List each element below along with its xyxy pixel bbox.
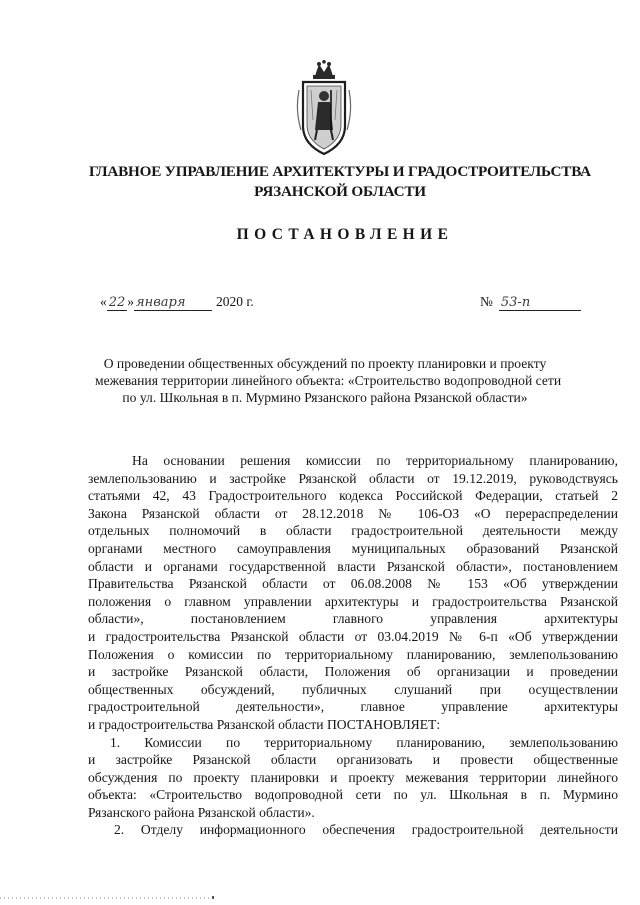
body-line: Положения о комиссии по территориальному планированию, землепользованию (88, 646, 618, 662)
document-subject (95, 355, 562, 406)
body-line: На основании решения комиссии по территориальному планированию, (132, 453, 618, 468)
number-label: № (480, 294, 493, 309)
body-line: объекта: «Строительство водопроводной сети по ул. Школьная в п. Мурмино (88, 787, 618, 803)
subject-line: О проведении общественных обсуждений по проекту планировки и проекту (103, 356, 547, 371)
body-line: органами местного самоуправления муниципальных образований Рязанской (88, 540, 618, 556)
ryazan-coat-of-arms-icon (293, 60, 355, 158)
body-line: 1. Комиссии по территориальному планированию, землепользованию (110, 734, 618, 750)
organization-title (60, 162, 620, 202)
body-line: градостроительной деятельности», главное управление архитектуры (88, 699, 618, 715)
body-line: положения о главном управлении архитектуры и градостроительства Рязанской (88, 593, 618, 609)
date-year: 2020 г. (216, 294, 254, 309)
body-line: отдельных полномочий в области градостроительной деятельности между (88, 523, 618, 539)
body-line: Правительства Рязанской области от 06.08.2008 № 153 «Об утверждении (88, 576, 618, 592)
body-line: 2. Отделу информационного обеспечения градостроительной деятельности (114, 822, 618, 838)
date-month: января (134, 296, 212, 311)
document-type-title: ПОСТАНОВЛЕНИЕ (236, 226, 454, 243)
organization-title-line2: РЯЗАНСКОЙ ОБЛАСТИ (254, 183, 426, 200)
body-line: Рязанского района Рязанской области». (88, 804, 315, 820)
body-line: Закона Рязанской области от 28.12.2018 № 106-ОЗ «О перераспределении (88, 505, 618, 521)
body-line: статьями 42, 43 Градостроительного кодекса Российской Федерации, статьей 2 (88, 488, 618, 504)
body-line: области», постановлением главного управления архитектуры (88, 611, 618, 627)
date-day: 22 (108, 295, 126, 310)
body-line: землепользованию и застройке Рязанской области от 19.12.2019, руководствуясь (88, 470, 618, 486)
body-line: обсуждения по проекту планировки и проекту межевания территории линейного (88, 769, 618, 785)
body-line: общественных обсуждений, публичных слушаний при осуществлении (88, 681, 618, 697)
document-date (100, 294, 254, 311)
number-value: 53-п (499, 296, 581, 311)
body-line: и градостроительства Рязанской области от 03.04.2019 № 6-п «Об утверждении (88, 628, 618, 644)
organization-title-line1: ГЛАВНОЕ УПРАВЛЕНИЕ АРХИТЕКТУРЫ И ГРАДОСТРОИТЕЛЬСТВА (89, 163, 591, 180)
subject-line: по ул. Школьная в п. Мурмино Рязанского района Рязанской области» (122, 390, 528, 405)
date-close-quote: » (127, 294, 135, 309)
document-number (480, 294, 581, 311)
scan-edge-marks (0, 895, 640, 901)
date-open-quote: « (100, 294, 107, 309)
body-line: области и органами государственной власти Рязанской области», постановлением (88, 558, 618, 574)
body-line: и градостроительства Рязанской области ПОСТАНОВЛЯЕТ: (88, 716, 441, 732)
document-body (88, 452, 618, 839)
subject-line: межевания территории линейного объекта: «Строительство водопроводной сети (95, 373, 562, 388)
body-line: и застройке Рязанской области, Положения об организации и проведении (88, 664, 618, 680)
body-line: и застройке Рязанской области организовать и провести общественные (88, 752, 618, 768)
